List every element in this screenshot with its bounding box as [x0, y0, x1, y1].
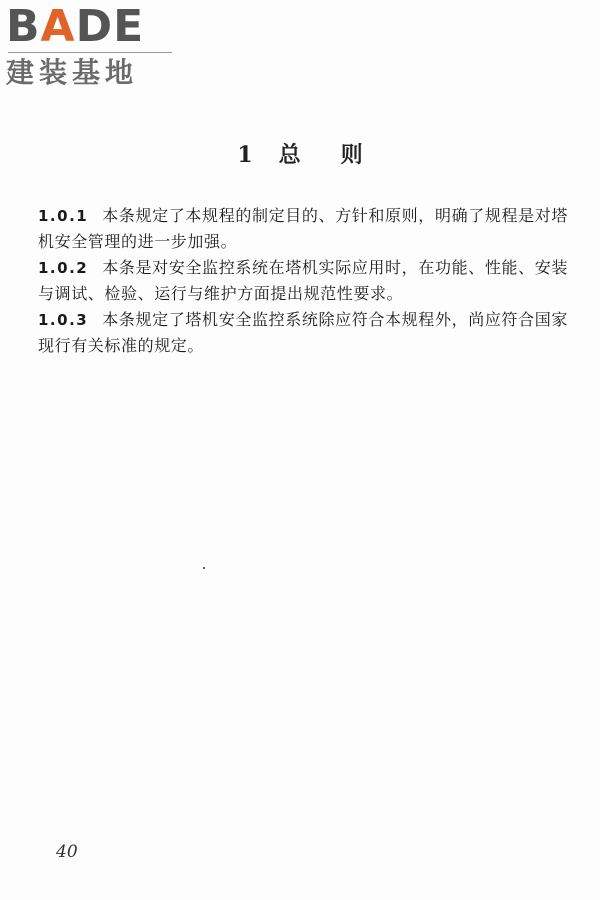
clause-text: 本条规定了本规程的制定目的、方针和原则，明确了规程是对塔机安全管理的进一步加强。: [38, 206, 568, 251]
clause-text: 本条是对安全监控系统在塔机实际应用时，在功能、性能、安装与调试、检验、运行与维护方面提出规范性要求。: [38, 258, 568, 303]
clause-text: 本条规定了塔机安全监控系统除应符合本规程外，尚应符合国家现行有关标准的规定。: [38, 310, 568, 355]
chapter-number: 1: [237, 142, 253, 168]
page-number: 40: [56, 842, 78, 862]
chapter-title-char-1: 总: [278, 142, 301, 168]
chapter-title-char-2: 则: [340, 142, 363, 168]
clause-1-0-1: [38, 203, 568, 255]
clause-1-0-2: [38, 255, 568, 307]
logo-divider: [8, 52, 172, 53]
logo-letter-b: B: [6, 1, 41, 52]
bade-logo: [6, 2, 176, 92]
clause-list: [38, 203, 568, 359]
clause-number: 1.0.3: [38, 311, 89, 329]
clause-number: 1.0.1: [38, 207, 89, 225]
clause-number: 1.0.2: [38, 259, 89, 277]
chapter-heading: [0, 140, 600, 170]
logo-letter-a-accent: A: [40, 1, 76, 52]
logo-wordmark: [6, 2, 144, 52]
scan-speck: [203, 567, 205, 569]
logo-subtitle: 建装基地: [6, 56, 139, 89]
logo-letters-de: DE: [75, 1, 145, 52]
clause-1-0-3: [38, 307, 568, 359]
